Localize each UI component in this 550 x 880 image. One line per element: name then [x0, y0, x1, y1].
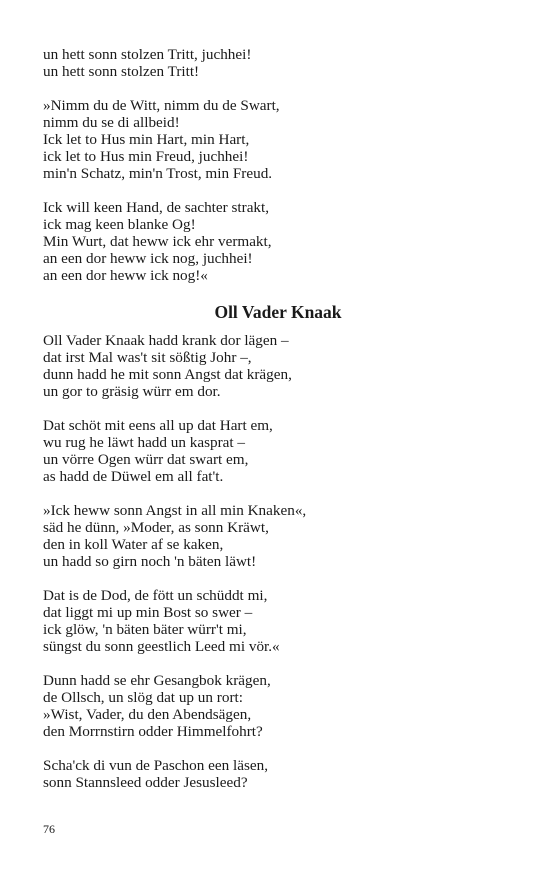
stanza: [43, 97, 513, 182]
verse-line: Dunn hadd se ehr Gesangbok krägen,: [43, 672, 271, 689]
verse-line: säd he dünn, »Moder, as sonn Kräwt,: [43, 519, 269, 536]
verse-line: as hadd de Düwel em all fat't.: [43, 468, 224, 485]
verse-line: Dat schöt mit eens all up dat Hart em,: [43, 417, 273, 434]
verse-line: nimm du se di allbeid!: [43, 114, 180, 131]
stanza: [43, 199, 513, 284]
verse-line: un hett sonn stolzen Tritt, juchhei!: [43, 46, 252, 63]
verse-line: un vörre Ogen würr dat swart em,: [43, 451, 249, 468]
verse-line: den Morrnstirn odder Himmelfohrt?: [43, 723, 263, 740]
verse-line: ick mag keen blanke Og!: [43, 216, 196, 233]
verse-line: den in koll Water af se kaken,: [43, 536, 224, 553]
verse-line: dunn hadd he mit sonn Angst dat krägen,: [43, 366, 292, 383]
verse-line: Ick let to Hus min Hart, min Hart,: [43, 131, 250, 148]
verse-line: sonn Stannsleed odder Jesusleed?: [43, 774, 248, 791]
stanza: [43, 46, 513, 80]
stanza: [43, 587, 513, 655]
verse-line: ick glöw, 'n bäten bäter würr't mi,: [43, 621, 247, 638]
verse-line: dat liggt mi up min Bost so swer –: [43, 604, 253, 621]
verse-line: Min Wurt, dat heww ick ehr vermakt,: [43, 233, 272, 250]
verse-line: wu rug he läwt hadd un kasprat –: [43, 434, 246, 451]
verse-line: ick let to Hus min Freud, juchhei!: [43, 148, 249, 165]
stanza: [43, 672, 513, 740]
verse-line: un gor to gräsig würr em dor.: [43, 383, 221, 400]
verse-line: an een dor heww ick nog, juchhei!: [43, 250, 253, 267]
verse-line: de Ollsch, un slög dat up un rort:: [43, 689, 243, 706]
verse-line: Scha'ck di vun de Paschon een läsen,: [43, 757, 269, 774]
verse-line: min'n Schatz, min'n Trost, min Freud.: [43, 165, 273, 182]
verse-line: »Nimm du de Witt, nimm du de Swart,: [43, 97, 280, 114]
verse-line: un hett sonn stolzen Tritt!: [43, 63, 200, 80]
verse-line: Dat is de Dod, de fött un schüddt mi,: [43, 587, 268, 604]
page-number: 76: [43, 822, 55, 836]
poem-title: Oll Vader Knaak: [214, 302, 342, 322]
verse-line: »Ick heww sonn Angst in all min Knaken«,: [43, 502, 307, 519]
verse-line: Oll Vader Knaak hadd krank dor lägen –: [43, 332, 289, 349]
verse-line: an een dor heww ick nog!«: [43, 267, 208, 284]
stanza: [43, 332, 513, 400]
verse-line: »Wist, Vader, du den Abendsägen,: [43, 706, 252, 723]
stanza: [43, 502, 513, 570]
page-text: [43, 46, 513, 808]
stanza: [43, 417, 513, 485]
verse-line: Ick will keen Hand, de sachter strakt,: [43, 199, 270, 216]
verse-line: un hadd so girn noch 'n bäten läwt!: [43, 553, 257, 570]
stanza: [43, 757, 513, 791]
verse-line: dat irst Mal was't sit sößtig Johr –,: [43, 349, 252, 366]
verse-line: süngst du sonn geestlich Leed mi vör.«: [43, 638, 280, 655]
